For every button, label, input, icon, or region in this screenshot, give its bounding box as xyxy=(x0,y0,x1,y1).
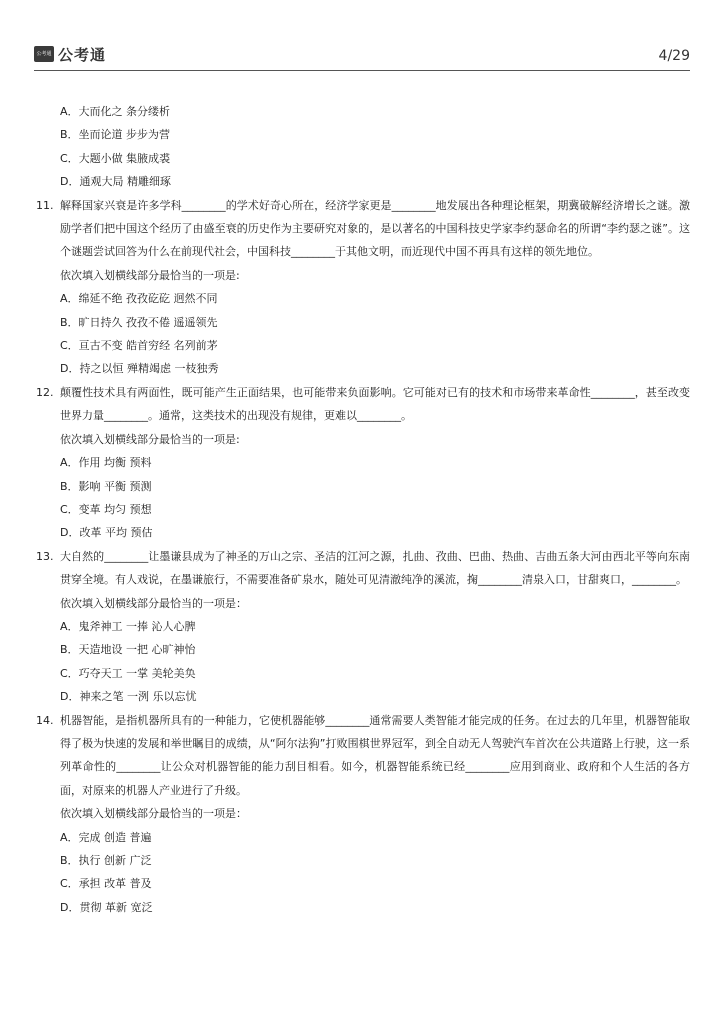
option: B．执行 创新 广泛 xyxy=(60,854,152,867)
question-stem xyxy=(36,194,690,264)
question-stem xyxy=(36,381,690,428)
option: D．贯彻 革新 宽泛 xyxy=(60,900,153,914)
question-stem xyxy=(36,709,690,803)
instruction: 依次填入划横线部分最恰当的一项是： xyxy=(60,596,247,610)
option: B．影响 平衡 预测 xyxy=(60,479,152,493)
pre-options xyxy=(36,100,690,194)
option: C．承担 改革 普及 xyxy=(60,877,152,891)
stem-text: 颠覆性技术具有两面性，既可能产生正面结果，也可能带来负面影响。它可能对已有的技术和市场带来革命性________，甚至改变世界力量________。通常，这类技术的出现没有规律，更难以________。 xyxy=(60,385,690,423)
option: C．巧夺天工 一掌 美轮美奂 xyxy=(60,666,196,680)
question-13 xyxy=(36,545,690,709)
question-number: 11. xyxy=(36,198,54,212)
option: A．作用 均衡 预料 xyxy=(60,456,152,470)
stem-text: 解释国家兴衰是许多学科________的学术好奇心所在，经济学家更是________地发展出各种理论框架，期冀破解经济增长之谜。激励学者们把中国这个经历了由盛至衰的历史作为主要研究对象的，是以著名的中国科技史学家李约瑟命名的所谓“李约瑟之谜”。这个谜题尝试回答为什么在前现代社会，中国科技________于其他文明，而近现代中国不再具有这样的领先地位。 xyxy=(60,198,690,259)
question-number: 12. xyxy=(36,385,54,399)
option: A．鬼斧神工 一捧 沁人心脾 xyxy=(60,619,196,633)
option: B．坐而论道 步步为营 xyxy=(60,128,171,142)
option: C．变革 均匀 预想 xyxy=(60,502,152,516)
stem-text: 大自然的________让墨谦县成为了神圣的万山之宗、圣洁的江河之源，扎曲、孜曲、巴曲、热曲、吉曲五条大河由西北平等向东南贯穿全境。有人戏说，在墨谦旅行，不需要准备矿泉水，随处可见清澈纯净的溪流，掬________清泉入口，甘甜爽口，________。 xyxy=(60,549,690,587)
option: D．神来之笔 一洌 乐以忘忧 xyxy=(60,690,197,704)
instruction: 依次填入划横线部分最恰当的一项是： xyxy=(60,807,247,821)
stem-text: 机器智能，是指机器所具有的一种能力，它使机器能够________通常需要人类智能才能完成的任务。在过去的几年里，机器智能取得了极为快速的发展和举世瞩目的成绩，从“阿尔法狗”打败围棋世界冠军，到全自动无人驾驶汽车首次在公共道路上行驶，这一系列革命性的________让公众对机器智能的能力刮目相看。如今，机器智能系统已经________应用到商业、政府和个人生活的各方面，对原来的机器人产业进行了升级。 xyxy=(60,713,690,797)
page-header xyxy=(34,44,690,71)
option: A．绵延不绝 孜孜矻矻 迥然不同 xyxy=(60,292,218,306)
logo-icon: 公考通 xyxy=(34,46,54,62)
question-stem xyxy=(36,545,690,592)
option: A．完成 创造 普遍 xyxy=(60,830,152,844)
instruction: 依次填入划横线部分最恰当的一项是: xyxy=(60,268,240,282)
page-number: 4/29 xyxy=(658,48,690,64)
option: D．通观大局 精雕细琢 xyxy=(60,175,171,189)
option: A．大而化之 条分缕析 xyxy=(60,105,171,118)
option: D．持之以恒 殚精竭虑 一枝独秀 xyxy=(60,362,219,376)
question-12 xyxy=(36,381,690,545)
option: C．亘古不变 皓首穷经 名列前茅 xyxy=(60,339,218,353)
instruction: 依次填入划横线部分最恰当的一项是: xyxy=(60,432,240,446)
option: D．改革 平均 预估 xyxy=(60,526,153,540)
question-11 xyxy=(36,194,690,381)
option: B．旷日持久 孜孜不倦 遥遥领先 xyxy=(60,315,218,329)
document-body xyxy=(36,100,690,919)
option: C．大题小做 集腋成裘 xyxy=(60,151,171,165)
question-number: 14. xyxy=(36,713,54,727)
question-number: 13. xyxy=(36,549,54,563)
question-14 xyxy=(36,709,690,920)
option: B．天造地设 一把 心旷神怡 xyxy=(60,643,196,657)
logo-text: 公考通 xyxy=(58,46,107,64)
